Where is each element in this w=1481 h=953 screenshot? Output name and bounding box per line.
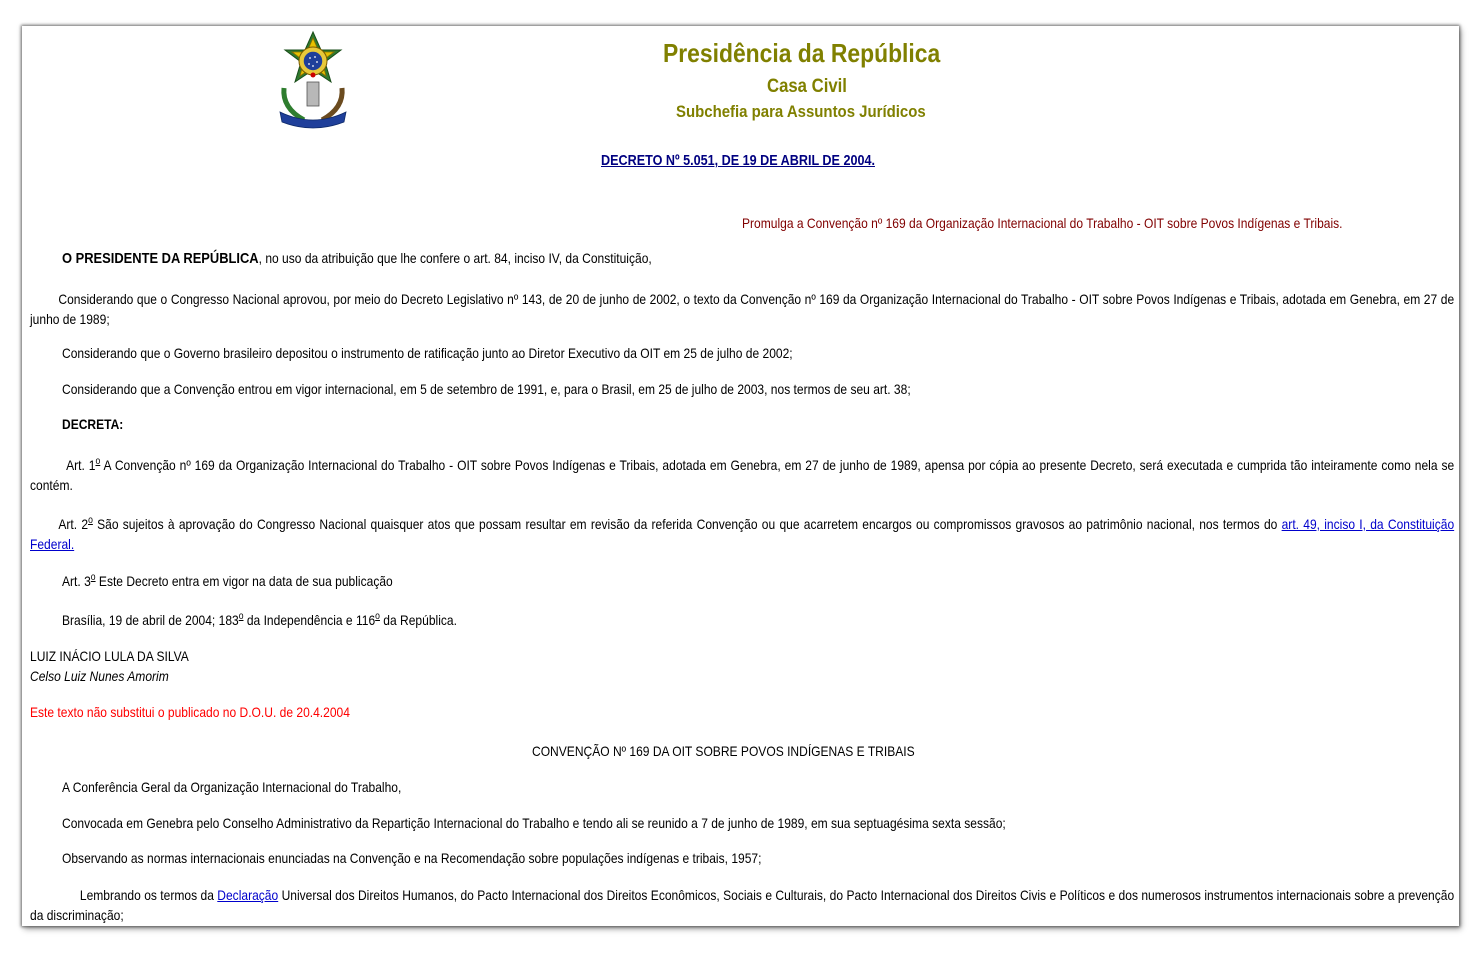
article-3-label: Art. 3 bbox=[62, 573, 91, 589]
convention-para-4: Lembrando os termos da Declaração Universal dos Direitos Humanos, do Pacto Internacional dos Direitos Econômicos, Sociais e Culturais, do Pacto Internacional dos Direitos Civis e Políticos e dos numerosos instrumentos internacionais sobre a prevenção da discriminação; bbox=[30, 887, 1455, 923]
dou-notice: Este texto não substitui o publicado no D.O.U. de 20.4.2004 bbox=[30, 704, 350, 720]
preamble-bold: O PRESIDENTE DA REPÚBLICA bbox=[62, 250, 259, 267]
considerando-2: Considerando que o Governo brasileiro depositou o instrumento de ratificação junto ao Diretor Executivo da OIT em 25 de julho de 2002; bbox=[62, 345, 793, 361]
preamble bbox=[62, 250, 652, 267]
preamble-rest: , no uso da atribuição que lhe confere o art. 84, inciso IV, da Constituição, bbox=[258, 250, 652, 266]
article-3-text: Este Decreto entra em vigor na data de sua publicação bbox=[95, 573, 393, 589]
constitution-art49-link[interactable]: art. 49, inciso I, da Constituição Federal. bbox=[30, 516, 1455, 552]
article-1: Art. 1$^o$ A Convenção nº 169 da Organização Internacional do Trabalho - OIT sobre Povos Indígenas e Tribais, adotada em Genebra, em 27 de junho de 1989, apensa por cópia ao presente Decreto, será executada e cumprida tão inteiramente como nela se contém. bbox=[30, 456, 1455, 493]
decreta-heading: DECRETA: bbox=[62, 416, 124, 432]
article-2-label: Art. 2 bbox=[58, 516, 89, 532]
convention-para-2: Convocada em Genebra pelo Conselho Administrativo da Repartição Internacional do Trabalho e tendo ali se reunido a 7 de junho de 1989, em sua septuagésima sexta sessão; bbox=[62, 815, 1006, 831]
article-2-text: São sujeitos à aprovação do Congresso Nacional quaisquer atos que possam resultar em revisão da referida Convenção ou que acarretem encargos ou compromissos gravosos ao patrimônio nacional, nos termos do bbox=[92, 516, 1282, 532]
article-3: Art. 3$^o$ Este Decreto entra em vigor na data de sua publicação bbox=[62, 572, 393, 589]
decree-title-link[interactable]: DECRETO Nº 5.051, DE 19 DE ABRIL DE 2004. bbox=[601, 152, 875, 169]
considerando-1: Considerando que o Congresso Nacional aprovou, por meio do Decreto Legislativo nº 143, de 20 de junho de 2002, o texto da Convenção nº 169 da Organização Internacional do Trabalho - OIT sobre Povos Indígenas e Tribais, adotada em Genebra, em 27 de junho de 1989; bbox=[30, 291, 1455, 327]
convention-title: CONVENÇÃO Nº 169 DA OIT SOBRE POVOS INDÍGENAS E TRIBAIS bbox=[532, 743, 915, 759]
article-1-label: Art. 1 bbox=[66, 457, 96, 473]
signature-minister: Celso Luiz Nunes Amorim bbox=[30, 668, 169, 684]
place-and-date: Brasília, 19 de abril de 2004; 183$^o$ da Independência e 116$^o$ da República. bbox=[62, 611, 457, 628]
page-sub-subtitle: Subchefia para Assuntos Jurídicos bbox=[676, 102, 926, 121]
article-1-text: A Convenção nº 169 da Organização Internacional do Trabalho - OIT sobre Povos Indígenas e Tribais, adotada em Genebra, em 27 de junho de 1989, apensa por cópia ao presente Decreto, será executada e cumprida tão inteiramente como nela se contém. bbox=[30, 457, 1455, 493]
page-subtitle: Casa Civil bbox=[767, 76, 847, 97]
ementa: Promulga a Convenção nº 169 da Organização Internacional do Trabalho - OIT sobre Povos Indígenas e Tribais. bbox=[742, 215, 1343, 231]
document-page bbox=[22, 26, 1459, 926]
declaration-link[interactable]: Declaração bbox=[217, 887, 279, 903]
considerando-3: Considerando que a Convenção entrou em vigor internacional, em 5 de setembro de 1991, e, para o Brasil, em 25 de julho de 2003, nos termos de seu art. 38; bbox=[62, 381, 911, 397]
signature-president: LUIZ INÁCIO LULA DA SILVA bbox=[30, 648, 189, 664]
convention-para-3: Observando as normas internacionais enunciadas na Convenção e na Recomendação sobre populações indígenas e tribais, 1957; bbox=[62, 850, 762, 866]
article-2: Art. 2$^o$ São sujeitos à aprovação do Congresso Nacional quaisquer atos que possam resultar em revisão da referida Convenção ou que acarretem encargos ou compromissos gravosos ao patrimônio nacional, nos termos do art. 49, inciso I, da Constituição Federal. bbox=[30, 515, 1455, 552]
brazil-coat-of-arms-icon bbox=[274, 28, 352, 132]
page-title: Presidência da República bbox=[663, 38, 941, 68]
convention-para-1: A Conferência Geral da Organização Internacional do Trabalho, bbox=[62, 779, 402, 795]
